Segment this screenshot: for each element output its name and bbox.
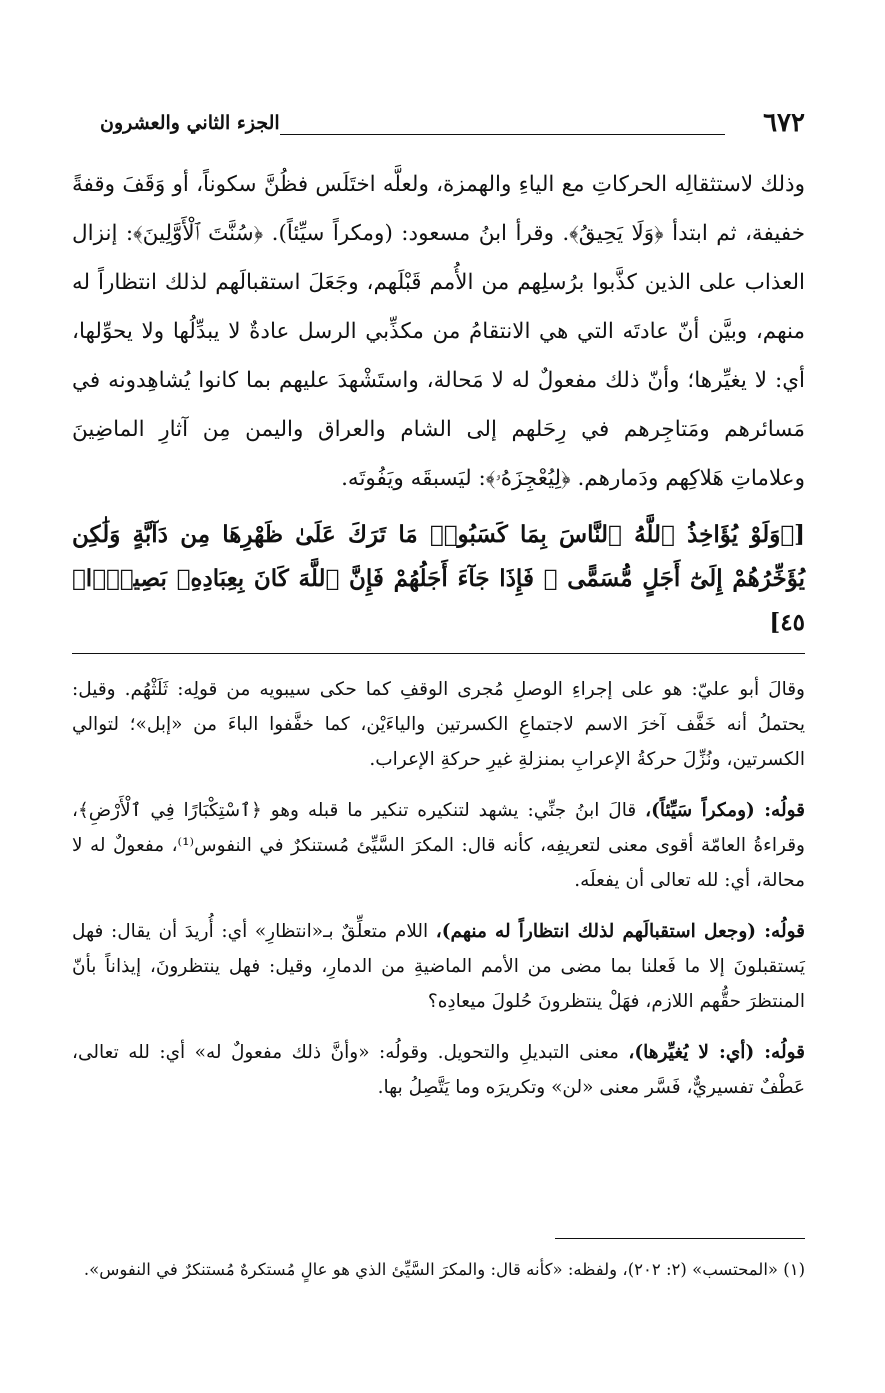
quran-verse-block [72,513,805,645]
header-rule [280,134,725,135]
commentary-text-4: معنى التبديلِ والتحويل. وقولُه: «وأنَّ ذلك مفعولٌ له» أي: لله تعالى، عَطْفٌ تفسيريٌّ، فَسَّر معنى «لن» وتكريرَه وما يَتَّصِلُ بها. [72,1042,805,1098]
running-title: الجزء الثاني والعشرون [100,112,280,134]
commentary-paragraph-3 [72,914,805,1019]
quran-verse: [﴿وَلَوْ يُؤَاخِذُ ٱللَّهُ ٱلنَّاسَ بِمَا كَسَبُوا۟ مَا تَرَكَ عَلَىٰ ظَهْرِهَا مِن دَآبَّةٍ وَلَٰكِن يُؤَخِّرُهُمْ إِلَىٰٓ أَجَلٍ مُّسَمًّى ۖ فَإِذَا جَآءَ أَجَلُهُمْ فَإِنَّ ٱللَّهَ كَانَ بِعِبَادِهِۦ بَصِيرًۢا﴾ ٤٥] [72,521,805,636]
commentary-text-3: اللام متعلِّقٌ بـ«انتظارِ» أي: أُريدَ أن يقال: فهل يَستقبلونَ إلا ما فَعلنا بما مضى من الأمم الماضيةِ من الدمارِ، وقيل: فهل ينتظرونَ، إيذاناً بأنّ المنتظرَ حقُّهم اللازم، فهَلْ ينتظرونَ حُلولَ ميعادِه؟ [72,921,805,1012]
commentary-text-2: قالَ ابنُ جنِّي: يشهد لتنكيره تنكير ما قبله وهو ﴿ٱسْتِكْبَارًا فِي ٱلْأَرْضِ﴾، وقراءةُ العامّة أقوى معنى لتعريفِه، كأنه قال: المكرَ السَّيِّئ مُستنكرٌ في النفوس⁽¹⁾، مفعولٌ له لا محالة، أي: لله تعالى أن يفعلَه. [72,800,805,891]
commentary-lemma-3: قولُه: (وجعل استقبالَهم لذلك انتظاراً له منهم)، [435,921,805,942]
commentary-lemma-4: قولُه: (أي: لا يُغيِّرها)، [628,1042,805,1063]
commentary [72,672,805,1121]
commentary-paragraph-1: وقالَ أبو عليّ: هو على إجراءِ الوصلِ مُجرى الوقفِ كما حكى سيبويه من قولِه: ثَلَثْهُم. وقيل: يحتملُ أنه خَفَّف آخرَ الاسم لاجتماعِ الكسرتين والياءَيْن، كما خفَّفوا الباءَ من «إبل»؛ لتوالي الكسرتين، ونُزِّلَ حركةُ الإعرابِ بمنزلةِ غيرِ حركةِ الإعراب. [72,679,805,770]
commentary-lemma-2: قولُه: (ومكراً سَيِّئاً)، [645,800,805,821]
commentary-paragraph-4 [72,1035,805,1105]
section-divider [72,653,805,654]
commentary-paragraph-2 [72,793,805,898]
page-number: ٦٧٢ [763,108,805,138]
footnotes [72,1255,805,1285]
footnote-rule [555,1238,805,1239]
main-paragraph: وذلك لاستثقالِه الحركاتِ مع الياءِ والهمزة، ولعلَّه اختَلَس فظُنَّ سكوناً، أو وَقَفَ وقفةً خفيفة، ثم ابتدأ ﴿وَلَا يَحِيقُ﴾. وقرأ ابنُ مسعود: (ومكراً سيِّئاً). ﴿سُنَّتَ ٱلْأَوَّلِينَ﴾: إنزال العذاب على الذين كذَّبوا برُسلِهم من الأُمم قَبْلَهم، وجَعَلَ استقبالَهم لذلك انتظاراً له منهم، وبيَّن أنّ عادتَه التي هي الانتقامُ من مكذِّبي الرسل عادةٌ لا يبدِّلُها ولا يحوِّلها، أي: لا يغيِّرها؛ وأنّ ذلك مفعولٌ له لا مَحالة، واستَشْهدَ عليهم بما كانوا يُشاهِدونه في مَسائرهم ومَتاجِرهم في رِحَلهم إلى الشام والعراق واليمن مِن آثارِ الماضِينَ وعلاماتِ هَلاكِهم ودَمارهم. ﴿لِيُعْجِزَهُۥ﴾: ليَسبقَه ويَفُوتَه. [72,172,805,491]
main-text [72,160,805,503]
page-header [100,108,805,144]
footnote-1: (١) «المحتسب» (٢: ٢٠٢)، ولفظه: «كأنه قال: والمكرَ السَّيِّئ الذي هو عالٍ مُستكرهٌ مُستنكرٌ في النفوس». [83,1260,805,1279]
